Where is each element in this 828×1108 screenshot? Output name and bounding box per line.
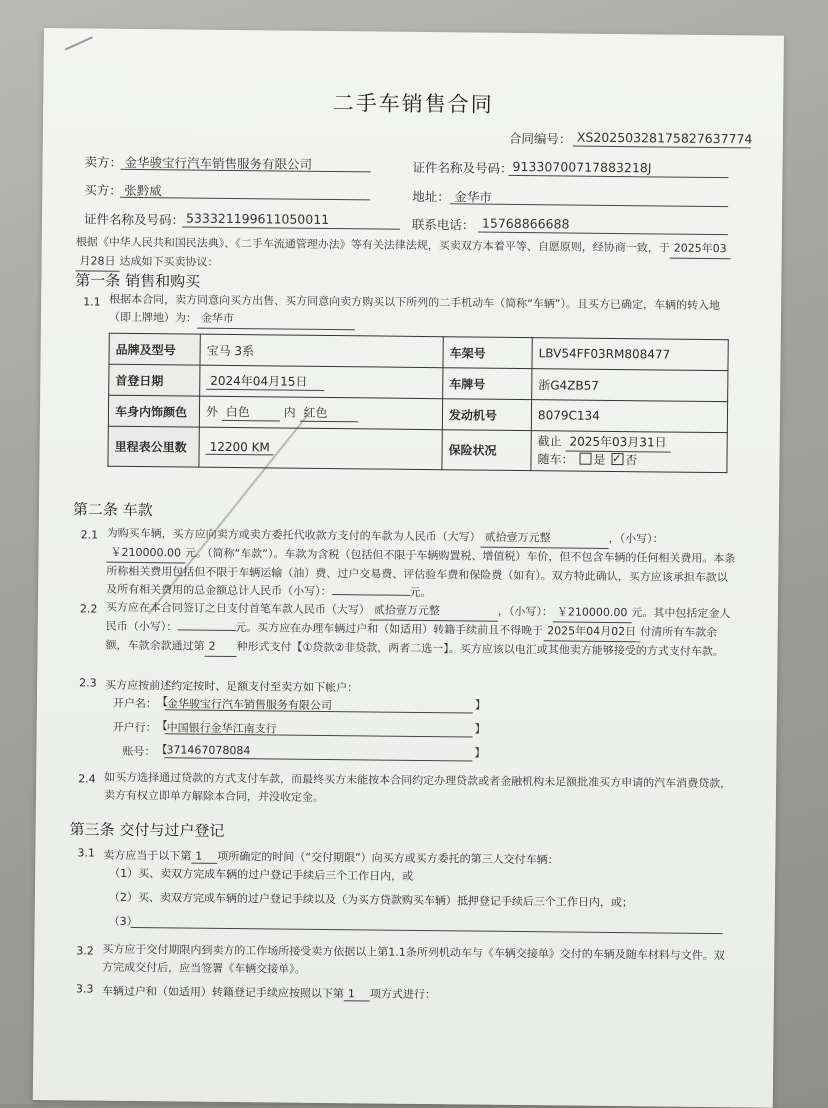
color-in-value: 红色	[299, 404, 357, 423]
clause-3-3-num: 3.3	[75, 982, 94, 996]
engine-label: 发动机号	[442, 399, 531, 431]
clause-3-1-text	[103, 847, 559, 868]
mileage-value: 12200 KM	[206, 440, 274, 456]
seller-id-label: 证件名称及号码：	[412, 159, 513, 176]
insurance-until-value: 2025年03月31日	[565, 433, 670, 452]
clause-3-1-part-b: 项所确定的时间（“交付期限”）向买方或买方委托的第三人交付车辆：	[217, 849, 559, 867]
contract-paper	[33, 28, 784, 1108]
clause-3-3-text	[102, 983, 436, 1002]
clause-2-4-num: 2.4	[78, 772, 96, 786]
clause-2-1-part-a: 为购买车辆，买方应向卖方或卖方委托代收款方支付的车款为人民币（大写）	[106, 526, 481, 544]
clause-1-1-num: 1.1	[83, 295, 101, 309]
vin-label: 车架号	[443, 337, 532, 369]
buyer-value: 张黔威	[124, 182, 162, 199]
buyer-phone-value: 15768866688	[481, 215, 570, 232]
delivery-option-2: （2）买、卖双方完成车辆的过户登记手续以及（为买方贷款购买车辆）抵押登记手续后三个工作日内，或；	[108, 890, 633, 910]
price-lowercase: ￥210000.00	[106, 544, 185, 564]
color-cell	[199, 396, 442, 430]
reg-date-cell	[200, 365, 443, 399]
price-lowercase-label: ，（小写）：	[608, 531, 664, 546]
with-car-label: 随车：	[537, 452, 574, 467]
account-name-bracket-left: 【	[156, 695, 169, 709]
account-no-label: 账号：	[122, 744, 156, 759]
document-title: 二手车销售合同	[332, 91, 494, 117]
vin-value: LBV54FF03RM808477	[532, 338, 728, 371]
delivery-option-3: （3）	[108, 914, 138, 929]
clause-2-2-part-b: 元。其中包括定金人民币（小写）：	[105, 606, 731, 634]
account-no-value: 371467078084	[166, 743, 251, 758]
clause-1-1-text	[109, 291, 739, 335]
seller-label: 卖方：	[84, 154, 123, 170]
yes-label: 是	[593, 452, 606, 467]
buyer-id-value: 533321199611050011	[185, 210, 330, 227]
seller-id-value: 91330700717883218J	[512, 158, 652, 176]
contract-no-label: 合同编号：	[508, 130, 572, 147]
color-label: 车身内饰颜色	[108, 395, 199, 427]
delivery-option: 1	[191, 850, 217, 864]
buyer-id-label: 证件名称及号码：	[83, 211, 185, 228]
engine-value: 8079C134	[531, 400, 727, 433]
clause-2-1-part-c: 元。	[409, 585, 432, 600]
color-in-prefix: 内	[283, 405, 296, 420]
transfer-option: 1	[344, 987, 370, 1001]
clause-2-1-num: 2.1	[80, 528, 99, 542]
account-name-bracket-right: 】	[474, 698, 487, 712]
insurance-label: 保险状况	[442, 430, 531, 471]
account-name-label: 开户名：	[112, 696, 157, 711]
balance-due-date: 2025年04月02日	[543, 622, 640, 642]
delivery-option-1: （1）买、卖双方完成车辆的过户登记手续后三个工作日内，或	[109, 866, 414, 883]
clause-2-2-num: 2.2	[79, 602, 98, 616]
bank-label: 开户行：	[112, 720, 157, 735]
first-payment-lowercase: ￥210000.00	[553, 603, 632, 623]
account-name-value: 金华骏宝行汽车销售服务有限公司	[166, 697, 332, 713]
section-1-title: 第一条 销售和购买	[75, 271, 201, 291]
buyer-id-underline	[182, 226, 400, 229]
insurance-until-prefix: 截止	[537, 434, 562, 449]
preamble-date-part2: 月28日	[75, 252, 119, 271]
plate-value: 浙G4ZB57	[532, 369, 728, 402]
insurance-cell	[531, 431, 727, 473]
yes-checkbox[interactable]	[579, 453, 591, 465]
contract-no-value: XS20250328175827637774	[576, 129, 753, 147]
vehicle-info-table	[107, 333, 728, 473]
clause-1-1-text-1: 根据本合同，卖方同意向买方出售、买方同意向卖方购买以下所列的二手机动车（简称“车辆”）。且买方已确定，车辆的转入地	[109, 292, 721, 313]
seller-id-underline	[508, 175, 728, 178]
preamble-text-2: 达成如下买卖协议：	[119, 254, 219, 269]
preamble-text-1: 根据《中华人民共和国民法典》、《二手车流通管理办法》等有关法律法规，买卖双方本着平等、自愿原则，经协商一致，于	[75, 235, 670, 255]
reg-date-value: 2024年04月15日	[206, 372, 324, 391]
first-payment-lowercase-label: ，（小写）：	[497, 604, 553, 619]
mileage-cell	[199, 427, 442, 470]
bank-bracket-left: 【	[156, 719, 168, 733]
clause-3-1-num: 3.1	[77, 846, 95, 860]
preamble-date-part1: 2025年03	[670, 240, 731, 260]
buyer-addr-label: 地址：	[412, 188, 450, 205]
section-3-title: 第三条 交付与过户登记	[69, 820, 225, 840]
bank-bracket-right: 】	[474, 722, 486, 736]
clause-2-2-part-a: 买方应在本合同签订之日支付首笔车款人民币（大写）	[105, 600, 370, 617]
buyer-phone-label: 联系电话：	[411, 216, 475, 233]
buyer-label: 买方：	[84, 182, 122, 198]
clause-3-3-part-a: 车辆过户和（如适用）转籍登记手续应按照以下第	[101, 984, 344, 1001]
account-no-underline	[164, 757, 472, 761]
no-label: 否	[625, 453, 638, 468]
no-checkbox-checked[interactable]	[611, 453, 623, 465]
brand-label: 品牌及型号	[109, 333, 200, 365]
account-no-bracket-right: 】	[474, 746, 486, 760]
buyer-addr-value: 金华市	[454, 189, 492, 205]
section-2-title: 第二条 车款	[72, 500, 153, 520]
first-payment-uppercase: 贰拾壹万元整	[370, 601, 498, 621]
clause-3-2-num: 3.2	[76, 944, 94, 958]
clause-2-1-part-b: 元。（简称“车款”）。车款为含税（包括但不限于车辆购置税、增值税）车价，但不包含车辆的任何相关费用。本条所称相关费用包括但不限于车辆运输（油）费、过户交易费、评估验车费和保险费（如有）。双方特此确认，买方应该承担车款以及所有相关费用的总金额总计人民币（小写）：	[106, 546, 736, 599]
color-out-value: 白色	[222, 403, 280, 422]
plate-label: 车牌号	[443, 368, 532, 400]
table-row	[108, 426, 727, 472]
clause-2-2-text	[105, 599, 736, 663]
price-uppercase: 贰拾壹万元整	[481, 529, 609, 549]
staple-mark	[65, 36, 93, 50]
clause-3-3-part-b: 项方式进行：	[369, 987, 436, 1002]
clause-2-2-part-e: 种形式支付【①贷款②非贷款，两者二选一】。买方应该以电汇或其他卖方能够接受的方式支付车款。	[236, 640, 724, 659]
clause-2-2-part-d: 付清所有车款余额，车款余款通过第	[105, 625, 718, 653]
seller-value: 金华骏宝行汽车销售服务有限公司	[124, 154, 313, 172]
bank-value: 中国银行金华江南支行	[166, 721, 277, 736]
clause-2-3-text: 买方应按前述约定按时、足额支付至卖方如下帐户：	[105, 678, 359, 695]
transfer-place-value: 金华市	[197, 310, 355, 331]
clause-2-2-part-c: 元。买方应在办理车辆过户和（如适用）转籍手续前且不得晚于	[235, 621, 544, 638]
clause-1-1-text-2: （即上牌地）为：	[108, 310, 198, 325]
clause-2-4-text: 如买方选择通过贷款的方式支付车款，而最终买方未能按本合同约定办理贷款或者金融机构未足额批准买方申请的汽车消费贷款，卖方有权立即单方解除本合同，并没收定金。	[103, 770, 732, 804]
clause-3-1-part-a: 卖方应当于以下第	[103, 848, 192, 863]
clause-2-3-num: 2.3	[79, 676, 97, 690]
payment-way: 2	[204, 638, 236, 657]
clause-3-2-text: 买方应于交付期限内到卖方的工作场所接受卖方依据以上第1.1条所列机动车与《车辆交接单》交付的车辆及随车材料与文件。双方完成交付后，应当签署《车辆交接单》。	[102, 942, 725, 976]
reg-date-label: 首登日期	[109, 364, 200, 396]
buyer-addr-underline	[450, 203, 728, 207]
mileage-label: 里程表公里数	[108, 426, 199, 467]
brand-value: 宝马 3系	[200, 334, 443, 368]
account-no-bracket-left: 【	[156, 743, 168, 757]
clause-2-1-text	[106, 525, 737, 606]
delivery-option-3-underline	[131, 927, 723, 934]
color-out-prefix: 外	[205, 404, 219, 419]
buyer-phone-underline	[478, 232, 728, 236]
